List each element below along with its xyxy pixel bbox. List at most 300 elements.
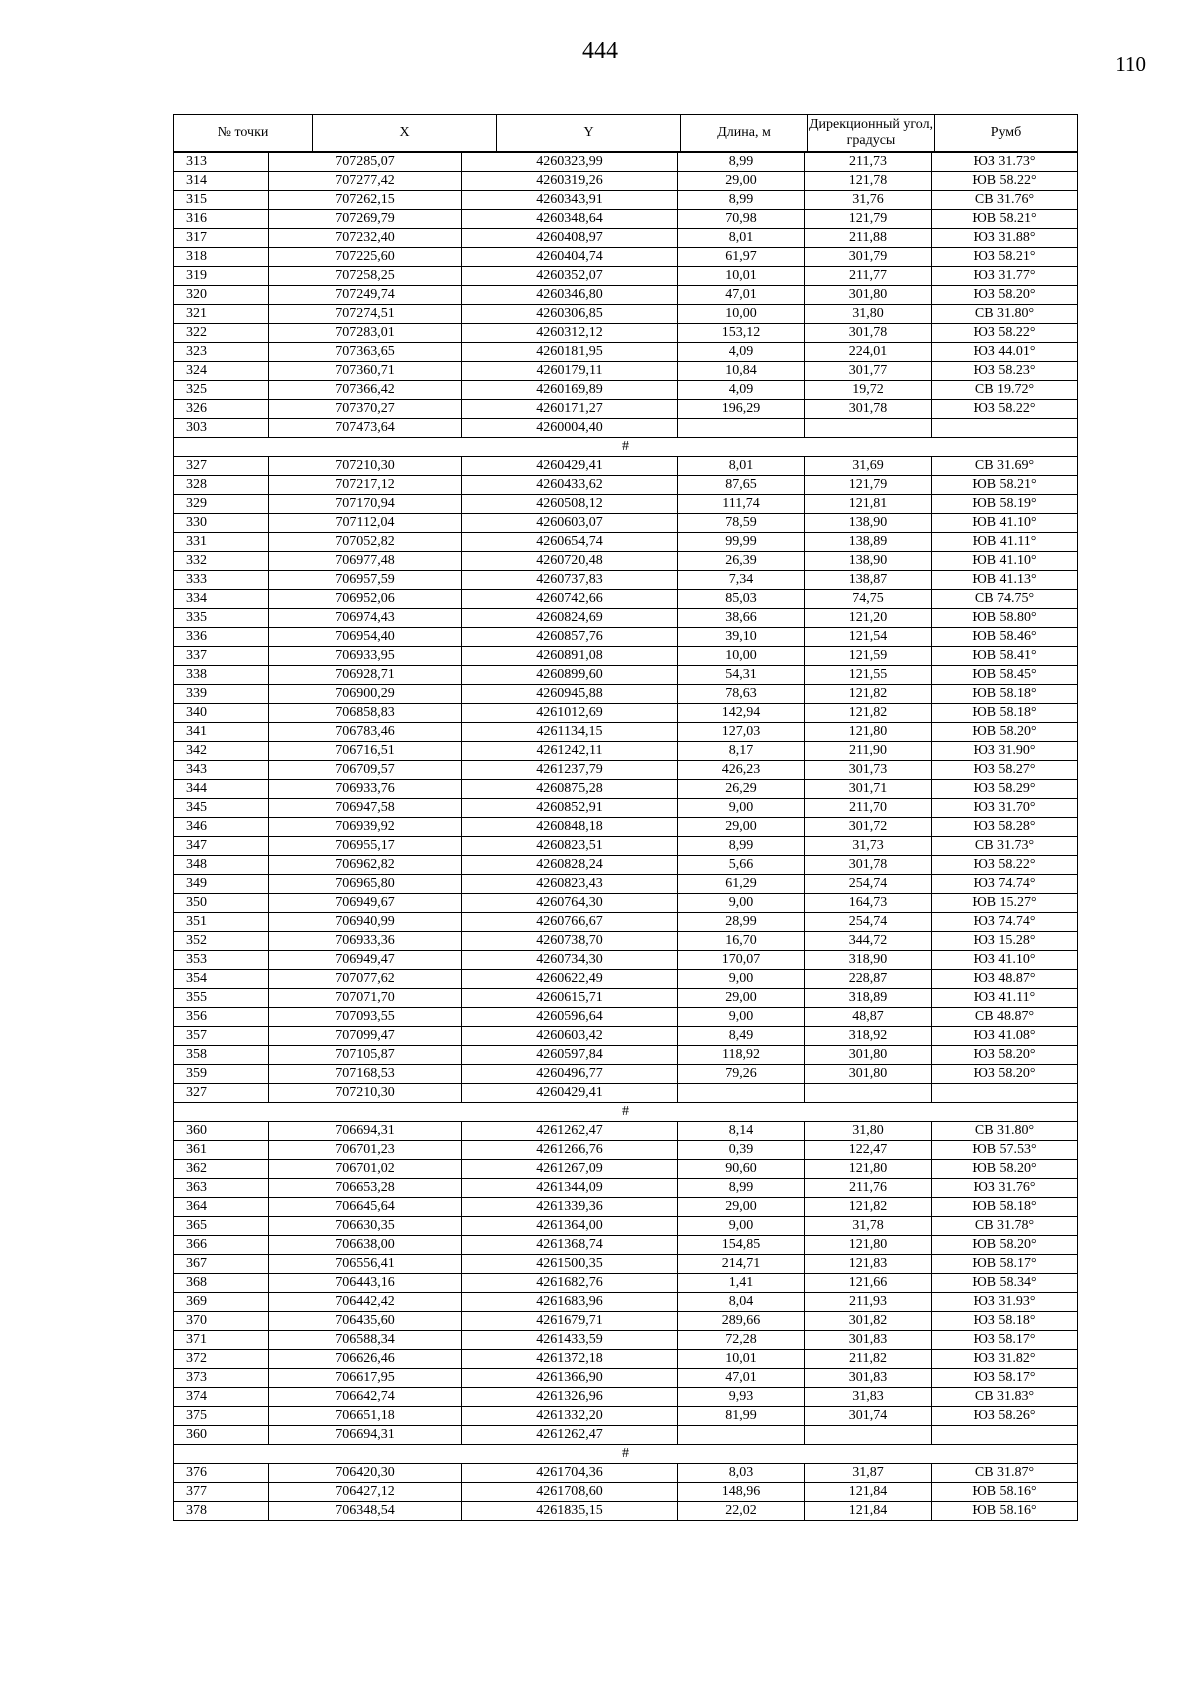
y-cell: 4260857,76 bbox=[462, 628, 678, 647]
y-cell: 4261708,60 bbox=[462, 1483, 678, 1502]
point-number-cell: 321 bbox=[174, 305, 269, 324]
point-number-cell: 333 bbox=[174, 571, 269, 590]
x-cell: 706900,29 bbox=[269, 685, 462, 704]
x-cell: 706716,51 bbox=[269, 742, 462, 761]
table-row bbox=[174, 229, 1078, 248]
point-number-cell: 349 bbox=[174, 875, 269, 894]
table-row bbox=[174, 761, 1078, 780]
table-row bbox=[174, 723, 1078, 742]
table-row bbox=[174, 970, 1078, 989]
table-row bbox=[174, 1008, 1078, 1027]
y-cell: 4261237,79 bbox=[462, 761, 678, 780]
x-cell: 707105,87 bbox=[269, 1046, 462, 1065]
y-cell: 4261368,74 bbox=[462, 1236, 678, 1255]
point-number-cell: 324 bbox=[174, 362, 269, 381]
rhumb-cell: ЮВ 41.10° bbox=[932, 552, 1078, 571]
angle-cell: 121,66 bbox=[805, 1274, 932, 1293]
length-cell: 90,60 bbox=[678, 1160, 805, 1179]
angle-cell: 121,81 bbox=[805, 495, 932, 514]
point-number-cell: 326 bbox=[174, 400, 269, 419]
point-number-cell: 325 bbox=[174, 381, 269, 400]
rhumb-cell: ЮВ 58.17° bbox=[932, 1255, 1078, 1274]
y-cell: 4260179,11 bbox=[462, 362, 678, 381]
point-number-cell: 377 bbox=[174, 1483, 269, 1502]
length-cell: 99,99 bbox=[678, 533, 805, 552]
rhumb-cell: ЮЗ 58.28° bbox=[932, 818, 1078, 837]
header-y: Y bbox=[497, 115, 681, 152]
point-number-cell: 341 bbox=[174, 723, 269, 742]
length-cell: 78,63 bbox=[678, 685, 805, 704]
y-cell: 4260823,43 bbox=[462, 875, 678, 894]
length-cell: 426,23 bbox=[678, 761, 805, 780]
table-row bbox=[174, 191, 1078, 210]
y-cell: 4261433,59 bbox=[462, 1331, 678, 1350]
angle-cell: 301,79 bbox=[805, 248, 932, 267]
angle-cell: 211,77 bbox=[805, 267, 932, 286]
point-number-cell: 355 bbox=[174, 989, 269, 1008]
angle-cell: 301,80 bbox=[805, 286, 932, 305]
angle-cell: 138,89 bbox=[805, 533, 932, 552]
x-cell: 706949,47 bbox=[269, 951, 462, 970]
point-number-cell: 369 bbox=[174, 1293, 269, 1312]
table-row bbox=[174, 419, 1078, 438]
angle-cell: 31,83 bbox=[805, 1388, 932, 1407]
angle-cell: 211,88 bbox=[805, 229, 932, 248]
length-cell: 26,39 bbox=[678, 552, 805, 571]
x-cell: 706957,59 bbox=[269, 571, 462, 590]
table-row bbox=[174, 153, 1078, 172]
page-number-right: 110 bbox=[1115, 52, 1146, 76]
rhumb-cell: ЮВ 41.11° bbox=[932, 533, 1078, 552]
table-row bbox=[174, 1312, 1078, 1331]
x-cell: 707052,82 bbox=[269, 533, 462, 552]
rhumb-cell: ЮЗ 31.88° bbox=[932, 229, 1078, 248]
x-cell: 707112,04 bbox=[269, 514, 462, 533]
separator-cell: # bbox=[174, 1445, 1078, 1464]
angle-cell: 301,80 bbox=[805, 1065, 932, 1084]
x-cell: 707093,55 bbox=[269, 1008, 462, 1027]
rhumb-cell: ЮЗ 31.76° bbox=[932, 1179, 1078, 1198]
point-number-cell: 373 bbox=[174, 1369, 269, 1388]
rhumb-cell: ЮЗ 58.20° bbox=[932, 1065, 1078, 1084]
table-row bbox=[174, 894, 1078, 913]
angle-cell: 121,84 bbox=[805, 1502, 932, 1521]
angle-cell: 301,82 bbox=[805, 1312, 932, 1331]
x-cell: 706939,92 bbox=[269, 818, 462, 837]
angle-cell: 138,90 bbox=[805, 552, 932, 571]
y-cell: 4261339,36 bbox=[462, 1198, 678, 1217]
x-cell: 706783,46 bbox=[269, 723, 462, 742]
y-cell: 4261835,15 bbox=[462, 1502, 678, 1521]
rhumb-cell: ЮЗ 48.87° bbox=[932, 970, 1078, 989]
rhumb-cell: ЮЗ 74.74° bbox=[932, 875, 1078, 894]
y-cell: 4260738,70 bbox=[462, 932, 678, 951]
rhumb-cell: ЮВ 58.20° bbox=[932, 723, 1078, 742]
angle-cell: 121,59 bbox=[805, 647, 932, 666]
length-cell: 142,94 bbox=[678, 704, 805, 723]
separator-cell: # bbox=[174, 438, 1078, 457]
rhumb-cell: ЮЗ 44.01° bbox=[932, 343, 1078, 362]
point-number-cell: 346 bbox=[174, 818, 269, 837]
length-cell: 10,00 bbox=[678, 305, 805, 324]
x-cell: 707225,60 bbox=[269, 248, 462, 267]
rhumb-cell: ЮВ 58.21° bbox=[932, 476, 1078, 495]
point-number-cell: 360 bbox=[174, 1122, 269, 1141]
rhumb-cell: ЮЗ 58.26° bbox=[932, 1407, 1078, 1426]
y-cell: 4261683,96 bbox=[462, 1293, 678, 1312]
length-cell: 148,96 bbox=[678, 1483, 805, 1502]
point-number-cell: 322 bbox=[174, 324, 269, 343]
length-cell: 29,00 bbox=[678, 818, 805, 837]
x-cell: 707071,70 bbox=[269, 989, 462, 1008]
angle-cell: 121,78 bbox=[805, 172, 932, 191]
point-number-cell: 356 bbox=[174, 1008, 269, 1027]
length-cell: 78,59 bbox=[678, 514, 805, 533]
x-cell: 707277,42 bbox=[269, 172, 462, 191]
length-cell: 8,03 bbox=[678, 1464, 805, 1483]
table-row bbox=[174, 210, 1078, 229]
length-cell: 8,99 bbox=[678, 837, 805, 856]
y-cell: 4261262,47 bbox=[462, 1426, 678, 1445]
length-cell: 8,14 bbox=[678, 1122, 805, 1141]
rhumb-cell bbox=[932, 1426, 1078, 1445]
length-cell: 61,97 bbox=[678, 248, 805, 267]
point-number-cell: 371 bbox=[174, 1331, 269, 1350]
angle-cell: 121,80 bbox=[805, 1236, 932, 1255]
table-row bbox=[174, 989, 1078, 1008]
length-cell: 26,29 bbox=[678, 780, 805, 799]
rhumb-cell: ЮЗ 58.20° bbox=[932, 286, 1078, 305]
length-cell bbox=[678, 1084, 805, 1103]
rhumb-cell bbox=[932, 1084, 1078, 1103]
angle-cell: 121,82 bbox=[805, 685, 932, 704]
y-cell: 4260319,26 bbox=[462, 172, 678, 191]
rhumb-cell: СВ 31.80° bbox=[932, 1122, 1078, 1141]
length-cell bbox=[678, 1426, 805, 1445]
rhumb-cell: ЮВ 58.34° bbox=[932, 1274, 1078, 1293]
rhumb-cell: ЮВ 41.13° bbox=[932, 571, 1078, 590]
x-cell: 707249,74 bbox=[269, 286, 462, 305]
y-cell: 4261500,35 bbox=[462, 1255, 678, 1274]
y-cell: 4260404,74 bbox=[462, 248, 678, 267]
point-number-cell: 347 bbox=[174, 837, 269, 856]
table-row bbox=[174, 343, 1078, 362]
table-row bbox=[174, 400, 1078, 419]
rhumb-cell: ЮЗ 58.22° bbox=[932, 856, 1078, 875]
x-cell: 706709,57 bbox=[269, 761, 462, 780]
x-cell: 706962,82 bbox=[269, 856, 462, 875]
angle-cell: 31,69 bbox=[805, 457, 932, 476]
x-cell: 707099,47 bbox=[269, 1027, 462, 1046]
angle-cell: 121,79 bbox=[805, 210, 932, 229]
point-number-cell: 340 bbox=[174, 704, 269, 723]
table-row bbox=[174, 1502, 1078, 1521]
table-row bbox=[174, 552, 1078, 571]
table-row bbox=[174, 1027, 1078, 1046]
rhumb-cell: ЮВ 58.18° bbox=[932, 1198, 1078, 1217]
table-row bbox=[174, 875, 1078, 894]
rhumb-cell: ЮЗ 58.20° bbox=[932, 1046, 1078, 1065]
angle-cell: 301,71 bbox=[805, 780, 932, 799]
rhumb-cell: ЮВ 58.45° bbox=[932, 666, 1078, 685]
angle-cell: 301,74 bbox=[805, 1407, 932, 1426]
angle-cell: 48,87 bbox=[805, 1008, 932, 1027]
point-number-cell: 375 bbox=[174, 1407, 269, 1426]
angle-cell: 121,82 bbox=[805, 704, 932, 723]
y-cell: 4260848,18 bbox=[462, 818, 678, 837]
x-cell: 707210,30 bbox=[269, 457, 462, 476]
point-number-cell: 318 bbox=[174, 248, 269, 267]
rhumb-cell: ЮЗ 58.29° bbox=[932, 780, 1078, 799]
x-cell: 706653,28 bbox=[269, 1179, 462, 1198]
y-cell: 4261266,76 bbox=[462, 1141, 678, 1160]
angle-cell: 318,90 bbox=[805, 951, 932, 970]
length-cell: 10,01 bbox=[678, 267, 805, 286]
angle-cell: 138,87 bbox=[805, 571, 932, 590]
rhumb-cell: ЮВ 58.21° bbox=[932, 210, 1078, 229]
table-row bbox=[174, 1483, 1078, 1502]
point-number-cell: 335 bbox=[174, 609, 269, 628]
point-number-cell: 316 bbox=[174, 210, 269, 229]
table-row bbox=[174, 514, 1078, 533]
point-number-cell: 378 bbox=[174, 1502, 269, 1521]
rhumb-cell: СВ 31.80° bbox=[932, 305, 1078, 324]
point-number-cell: 353 bbox=[174, 951, 269, 970]
length-cell: 72,28 bbox=[678, 1331, 805, 1350]
x-cell: 706427,12 bbox=[269, 1483, 462, 1502]
x-cell: 706420,30 bbox=[269, 1464, 462, 1483]
table-row bbox=[174, 951, 1078, 970]
header-x: X bbox=[313, 115, 497, 152]
rhumb-cell: ЮЗ 58.22° bbox=[932, 324, 1078, 343]
angle-cell: 121,20 bbox=[805, 609, 932, 628]
x-cell: 706947,58 bbox=[269, 799, 462, 818]
length-cell: 10,84 bbox=[678, 362, 805, 381]
point-number-cell: 343 bbox=[174, 761, 269, 780]
table-row bbox=[174, 324, 1078, 343]
angle-cell: 254,74 bbox=[805, 913, 932, 932]
rhumb-cell: СВ 19.72° bbox=[932, 381, 1078, 400]
x-cell: 707170,94 bbox=[269, 495, 462, 514]
coordinates-table bbox=[173, 152, 1078, 1521]
y-cell: 4260720,48 bbox=[462, 552, 678, 571]
table-row bbox=[174, 742, 1078, 761]
x-cell: 706701,23 bbox=[269, 1141, 462, 1160]
length-cell: 214,71 bbox=[678, 1255, 805, 1274]
point-number-cell: 336 bbox=[174, 628, 269, 647]
point-number-cell: 328 bbox=[174, 476, 269, 495]
length-cell: 29,00 bbox=[678, 172, 805, 191]
length-cell: 29,00 bbox=[678, 1198, 805, 1217]
rhumb-cell: ЮЗ 31.77° bbox=[932, 267, 1078, 286]
y-cell: 4260734,30 bbox=[462, 951, 678, 970]
y-cell: 4260828,24 bbox=[462, 856, 678, 875]
rhumb-cell: ЮВ 58.41° bbox=[932, 647, 1078, 666]
length-cell: 8,01 bbox=[678, 457, 805, 476]
x-cell: 706977,48 bbox=[269, 552, 462, 571]
table-row bbox=[174, 457, 1078, 476]
rhumb-cell: ЮЗ 31.93° bbox=[932, 1293, 1078, 1312]
y-cell: 4260742,66 bbox=[462, 590, 678, 609]
x-cell: 706928,71 bbox=[269, 666, 462, 685]
angle-cell bbox=[805, 1426, 932, 1445]
rhumb-cell: СВ 31.83° bbox=[932, 1388, 1078, 1407]
table-row bbox=[174, 1350, 1078, 1369]
table-row bbox=[174, 381, 1078, 400]
y-cell: 4260766,67 bbox=[462, 913, 678, 932]
length-cell: 81,99 bbox=[678, 1407, 805, 1426]
y-cell: 4260343,91 bbox=[462, 191, 678, 210]
table-row bbox=[174, 1217, 1078, 1236]
header-point-number: № точки bbox=[174, 115, 313, 152]
table-row bbox=[174, 267, 1078, 286]
angle-cell: 31,73 bbox=[805, 837, 932, 856]
y-cell: 4260622,49 bbox=[462, 970, 678, 989]
y-cell: 4260737,83 bbox=[462, 571, 678, 590]
length-cell: 9,00 bbox=[678, 1217, 805, 1236]
length-cell: 1,41 bbox=[678, 1274, 805, 1293]
angle-cell: 122,47 bbox=[805, 1141, 932, 1160]
y-cell: 4260352,07 bbox=[462, 267, 678, 286]
point-number-cell: 360 bbox=[174, 1426, 269, 1445]
angle-cell: 301,78 bbox=[805, 856, 932, 875]
angle-cell: 121,80 bbox=[805, 723, 932, 742]
x-cell: 706952,06 bbox=[269, 590, 462, 609]
y-cell: 4261332,20 bbox=[462, 1407, 678, 1426]
point-number-cell: 329 bbox=[174, 495, 269, 514]
coordinates-table-body bbox=[174, 153, 1078, 1521]
y-cell: 4260891,08 bbox=[462, 647, 678, 666]
length-cell: 118,92 bbox=[678, 1046, 805, 1065]
table-row bbox=[174, 1407, 1078, 1426]
length-cell: 47,01 bbox=[678, 286, 805, 305]
y-cell: 4260312,12 bbox=[462, 324, 678, 343]
separator-row bbox=[174, 1103, 1078, 1122]
x-cell: 706933,36 bbox=[269, 932, 462, 951]
y-cell: 4260654,74 bbox=[462, 533, 678, 552]
point-number-cell: 359 bbox=[174, 1065, 269, 1084]
y-cell: 4260615,71 bbox=[462, 989, 678, 1008]
table-row bbox=[174, 780, 1078, 799]
rhumb-cell: ЮВ 58.18° bbox=[932, 685, 1078, 704]
rhumb-cell: ЮВ 58.19° bbox=[932, 495, 1078, 514]
rhumb-cell: ЮЗ 41.11° bbox=[932, 989, 1078, 1008]
y-cell: 4261366,90 bbox=[462, 1369, 678, 1388]
point-number-cell: 342 bbox=[174, 742, 269, 761]
y-cell: 4260433,62 bbox=[462, 476, 678, 495]
rhumb-cell: ЮЗ 58.22° bbox=[932, 400, 1078, 419]
length-cell: 8,99 bbox=[678, 1179, 805, 1198]
rhumb-cell: ЮЗ 74.74° bbox=[932, 913, 1078, 932]
x-cell: 706974,43 bbox=[269, 609, 462, 628]
point-number-cell: 303 bbox=[174, 419, 269, 438]
y-cell: 4260603,42 bbox=[462, 1027, 678, 1046]
rhumb-cell: ЮВ 58.46° bbox=[932, 628, 1078, 647]
point-number-cell: 370 bbox=[174, 1312, 269, 1331]
length-cell: 70,98 bbox=[678, 210, 805, 229]
point-number-cell: 327 bbox=[174, 457, 269, 476]
angle-cell: 211,93 bbox=[805, 1293, 932, 1312]
length-cell: 39,10 bbox=[678, 628, 805, 647]
y-cell: 4260508,12 bbox=[462, 495, 678, 514]
header-direction-angle: Дирекционный угол, градусы bbox=[808, 115, 935, 152]
table-row bbox=[174, 305, 1078, 324]
x-cell: 706933,76 bbox=[269, 780, 462, 799]
angle-cell: 138,90 bbox=[805, 514, 932, 533]
length-cell: 10,01 bbox=[678, 1350, 805, 1369]
x-cell: 706954,40 bbox=[269, 628, 462, 647]
y-cell: 4260899,60 bbox=[462, 666, 678, 685]
angle-cell: 301,80 bbox=[805, 1046, 932, 1065]
y-cell: 4260945,88 bbox=[462, 685, 678, 704]
table-row bbox=[174, 495, 1078, 514]
table-row bbox=[174, 1426, 1078, 1445]
table-row bbox=[174, 1236, 1078, 1255]
length-cell bbox=[678, 419, 805, 438]
point-number-cell: 366 bbox=[174, 1236, 269, 1255]
y-cell: 4260597,84 bbox=[462, 1046, 678, 1065]
separator-cell: # bbox=[174, 1103, 1078, 1122]
angle-cell: 31,80 bbox=[805, 305, 932, 324]
x-cell: 706694,31 bbox=[269, 1426, 462, 1445]
x-cell: 706965,80 bbox=[269, 875, 462, 894]
y-cell: 4260603,07 bbox=[462, 514, 678, 533]
x-cell: 706858,83 bbox=[269, 704, 462, 723]
point-number-cell: 362 bbox=[174, 1160, 269, 1179]
y-cell: 4261267,09 bbox=[462, 1160, 678, 1179]
coordinates-table-header bbox=[173, 114, 1078, 152]
table-row bbox=[174, 172, 1078, 191]
point-number-cell: 351 bbox=[174, 913, 269, 932]
angle-cell: 211,73 bbox=[805, 153, 932, 172]
x-cell: 706638,00 bbox=[269, 1236, 462, 1255]
angle-cell: 318,89 bbox=[805, 989, 932, 1008]
x-cell: 707366,42 bbox=[269, 381, 462, 400]
x-cell: 707274,51 bbox=[269, 305, 462, 324]
table-row bbox=[174, 818, 1078, 837]
rhumb-cell: ЮЗ 31.73° bbox=[932, 153, 1078, 172]
table-row bbox=[174, 799, 1078, 818]
table-row bbox=[174, 1369, 1078, 1388]
point-number-cell: 338 bbox=[174, 666, 269, 685]
point-number-cell: 352 bbox=[174, 932, 269, 951]
point-number-cell: 319 bbox=[174, 267, 269, 286]
x-cell: 707370,27 bbox=[269, 400, 462, 419]
point-number-cell: 327 bbox=[174, 1084, 269, 1103]
x-cell: 706617,95 bbox=[269, 1369, 462, 1388]
point-number-cell: 374 bbox=[174, 1388, 269, 1407]
table-row bbox=[174, 1046, 1078, 1065]
angle-cell: 31,80 bbox=[805, 1122, 932, 1141]
angle-cell: 301,78 bbox=[805, 324, 932, 343]
angle-cell: 301,83 bbox=[805, 1369, 932, 1388]
y-cell: 4261704,36 bbox=[462, 1464, 678, 1483]
length-cell: 154,85 bbox=[678, 1236, 805, 1255]
table-row bbox=[174, 1331, 1078, 1350]
x-cell: 707363,65 bbox=[269, 343, 462, 362]
header-length: Длина, м bbox=[681, 115, 808, 152]
angle-cell: 121,83 bbox=[805, 1255, 932, 1274]
angle-cell: 301,73 bbox=[805, 761, 932, 780]
angle-cell: 301,83 bbox=[805, 1331, 932, 1350]
x-cell: 707077,62 bbox=[269, 970, 462, 989]
y-cell: 4260824,69 bbox=[462, 609, 678, 628]
point-number-cell: 345 bbox=[174, 799, 269, 818]
table-row bbox=[174, 1198, 1078, 1217]
rhumb-cell: ЮЗ 58.21° bbox=[932, 248, 1078, 267]
point-number-cell: 314 bbox=[174, 172, 269, 191]
length-cell: 16,70 bbox=[678, 932, 805, 951]
